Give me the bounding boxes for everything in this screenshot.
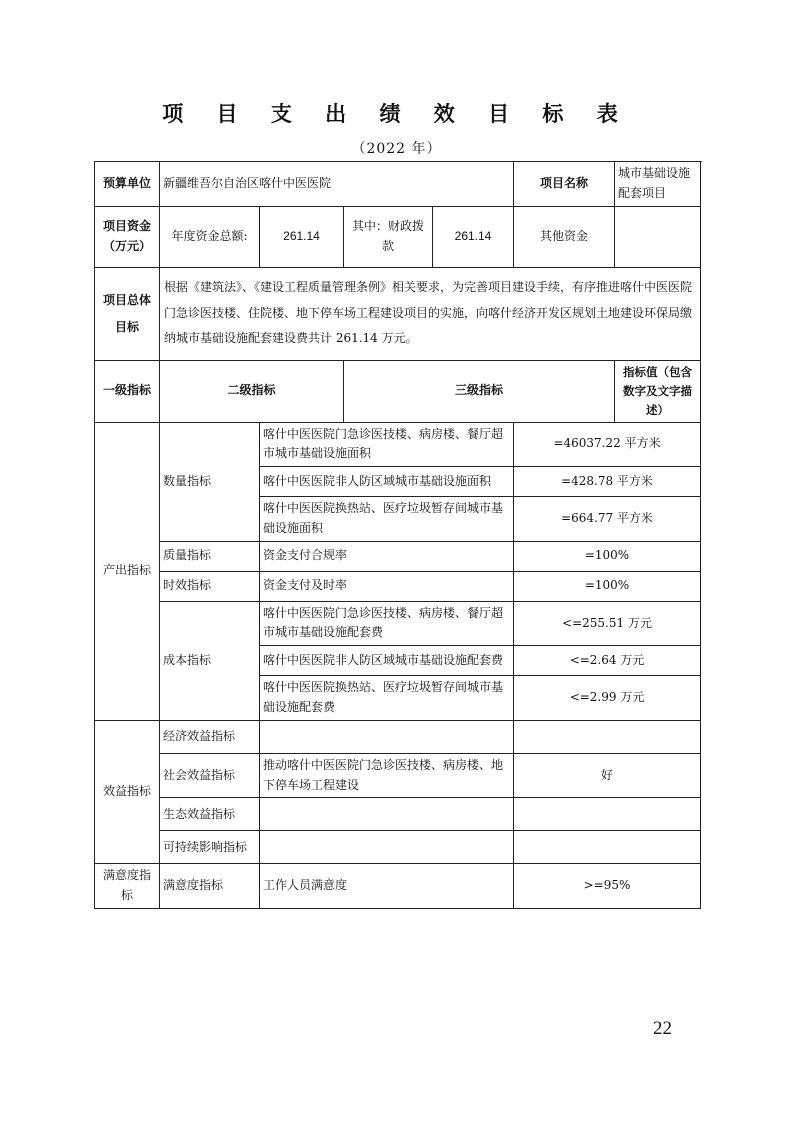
indicator-value: 好 <box>514 753 701 798</box>
annual-total-value: 261.14 <box>260 206 344 267</box>
page-title: 项 目 支 出 绩 效 目 标 表 <box>162 102 631 126</box>
header-row <box>95 162 701 207</box>
table-row <box>95 541 701 571</box>
year-label: （2022 年） <box>351 141 442 157</box>
indicator-item: 喀什中医医院门急诊医技楼、病房楼、餐厅超市城市基础设施配套费 <box>260 601 514 646</box>
sub-satisfaction: 满意度指标 <box>160 864 260 909</box>
indicator-item <box>260 798 514 831</box>
other-funds-value <box>615 206 701 267</box>
sub-quality: 质量指标 <box>160 541 260 571</box>
table-row <box>95 753 701 798</box>
column-header-row <box>95 360 701 422</box>
indicator-item: 喀什中医医院非人防区域城市基础设施配套费 <box>260 646 514 676</box>
sub-cost: 成本指标 <box>160 601 260 720</box>
indicator-value: <=255.51 万元 <box>514 601 701 646</box>
col-level3: 三级指标 <box>344 360 615 422</box>
funds-label-line2: （万元） <box>102 238 151 253</box>
project-name-value: 城市基础设施配套项目 <box>615 162 701 207</box>
fiscal-label: 其中：财政拨款 <box>344 206 433 267</box>
indicator-item: 资金支付合规率 <box>260 541 514 571</box>
indicator-value: =100% <box>514 541 701 571</box>
indicator-value: =428.78 平方米 <box>514 467 701 497</box>
other-funds-label: 其他资金 <box>514 206 615 267</box>
indicator-item: 喀什中医医院换热站、医疗垃圾暂存间城市基础设施配套费 <box>260 676 514 721</box>
sub-timeliness: 时效指标 <box>160 571 260 601</box>
sub-social: 社会效益指标 <box>160 753 260 798</box>
annual-total-label: 年度资金总额: <box>160 206 260 267</box>
indicator-value <box>514 798 701 831</box>
indicator-item: 喀什中医医院换热站、医疗垃圾暂存间城市基础设施面积 <box>260 497 514 542</box>
indicator-value <box>514 831 701 864</box>
indicator-item: 喀什中医医院非人防区域城市基础设施面积 <box>260 467 514 497</box>
indicator-value: =664.77 平方米 <box>514 497 701 542</box>
group-output: 产出指标 <box>95 422 160 720</box>
indicator-value: <=2.99 万元 <box>514 676 701 721</box>
overview-text: 根据《建筑法》、《建设工程质量管理条例》相关要求，为完善项目建设手续，有序推进喀什中医医院门急诊医技楼、住院楼、地下停车场工程建设项目的实施，向喀什经济开发区规划土地建设环保局缴纳城市基础设施配套建设费共计 261.14 万元。 <box>160 267 701 360</box>
overview-label: 项目总体目标 <box>95 267 160 360</box>
project-name-label: 项目名称 <box>514 162 615 207</box>
page-number: 22 <box>653 1018 672 1039</box>
col-value: 指标值（包含数字及文字描述） <box>615 360 701 422</box>
indicator-item: 资金支付及时率 <box>260 571 514 601</box>
indicator-item: 工作人员满意度 <box>260 864 514 909</box>
sub-sustainable: 可持续影响指标 <box>160 831 260 864</box>
indicator-item <box>260 831 514 864</box>
sub-ecological: 生态效益指标 <box>160 798 260 831</box>
indicator-item: 推动喀什中医医院门急诊医技楼、病房楼、地下停车场工程建设 <box>260 753 514 798</box>
indicator-item: 喀什中医医院门急诊医技楼、病房楼、餐厅超市城市基础设施面积 <box>260 422 514 467</box>
group-satisfaction: 满意度指标 <box>95 864 160 909</box>
table-row <box>95 571 701 601</box>
funds-row <box>95 206 701 267</box>
col-level2: 二级指标 <box>160 360 344 422</box>
table-row <box>95 422 701 467</box>
group-benefit: 效益指标 <box>95 720 160 864</box>
indicator-value: =46037.22 平方米 <box>514 422 701 467</box>
fiscal-value: 261.14 <box>433 206 514 267</box>
indicator-value: <=2.64 万元 <box>514 646 701 676</box>
indicator-item <box>260 720 514 753</box>
indicator-value <box>514 720 701 753</box>
col-level1: 一级指标 <box>95 360 160 422</box>
funds-label <box>95 206 160 267</box>
sub-economic: 经济效益指标 <box>160 720 260 753</box>
budget-unit-label: 预算单位 <box>95 162 160 207</box>
table-row <box>95 864 701 909</box>
funds-label-line1: 项目资金 <box>102 218 151 233</box>
sub-quantity: 数量指标 <box>160 422 260 541</box>
performance-target-table <box>94 161 701 909</box>
table-row <box>95 798 701 831</box>
indicator-value: >=95% <box>514 864 701 909</box>
table-row <box>95 720 701 753</box>
overview-row <box>95 267 701 360</box>
budget-unit-value: 新疆维吾尔自治区喀什中医医院 <box>160 162 514 207</box>
table-row <box>95 831 701 864</box>
indicator-value: =100% <box>514 571 701 601</box>
table-row <box>95 601 701 646</box>
